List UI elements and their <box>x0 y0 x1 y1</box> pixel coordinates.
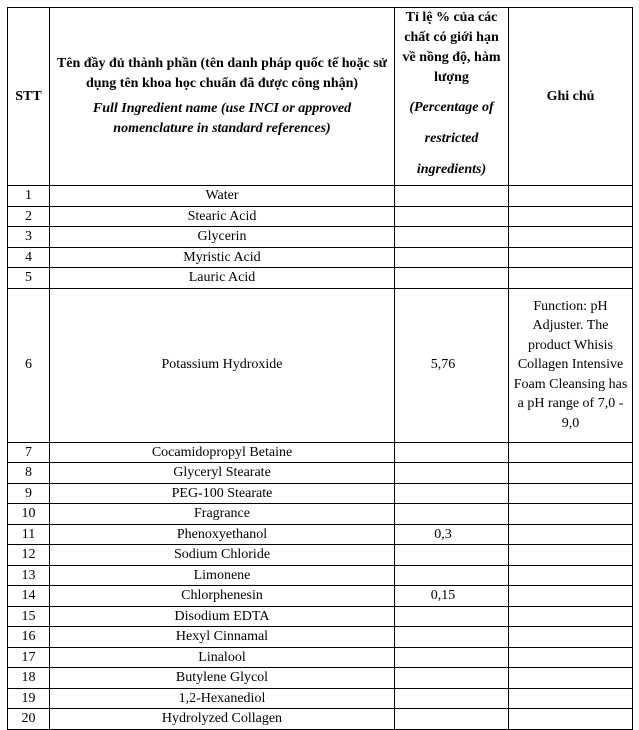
row-note <box>509 688 633 709</box>
row-stt: 8 <box>8 463 50 484</box>
row-stt: 20 <box>8 709 50 730</box>
row-note <box>509 586 633 607</box>
row-stt: 9 <box>8 483 50 504</box>
row-percentage <box>395 442 509 463</box>
row-ingredient-name: Lauric Acid <box>50 268 395 289</box>
row-stt: 10 <box>8 504 50 525</box>
row-ingredient-name: Limonene <box>50 565 395 586</box>
table-row <box>8 483 633 504</box>
row-ingredient-name: Hydrolyzed Collagen <box>50 709 395 730</box>
table-row <box>8 545 633 566</box>
table-row <box>8 565 633 586</box>
row-stt: 4 <box>8 247 50 268</box>
row-percentage <box>395 627 509 648</box>
row-ingredient-name: Chlorphenesin <box>50 586 395 607</box>
row-ingredient-name: Butylene Glycol <box>50 668 395 689</box>
row-stt: 11 <box>8 524 50 545</box>
row-stt: 6 <box>8 288 50 442</box>
row-note: Function: pH Adjuster. The product Whisis Collagen Intensive Foam Cleansing has a pH range of 7,0 - 9,0 <box>509 288 633 442</box>
row-stt: 17 <box>8 647 50 668</box>
row-percentage <box>395 268 509 289</box>
row-note <box>509 483 633 504</box>
row-note <box>509 442 633 463</box>
table-row <box>8 586 633 607</box>
row-percentage <box>395 545 509 566</box>
row-percentage <box>395 463 509 484</box>
row-note <box>509 247 633 268</box>
header-ingredient <box>50 8 395 186</box>
row-note <box>509 524 633 545</box>
row-ingredient-name: 1,2-Hexanediol <box>50 688 395 709</box>
row-stt: 3 <box>8 227 50 248</box>
row-stt: 5 <box>8 268 50 289</box>
row-ingredient-name: Fragrance <box>50 504 395 525</box>
table-row <box>8 606 633 627</box>
table-row <box>8 442 633 463</box>
table-row <box>8 647 633 668</box>
table-row <box>8 504 633 525</box>
row-note <box>509 668 633 689</box>
row-ingredient-name: Potassium Hydroxide <box>50 288 395 442</box>
header-percentage-en: (Percentage of restricted ingredients) <box>409 100 494 177</box>
table-row <box>8 206 633 227</box>
row-stt: 7 <box>8 442 50 463</box>
row-ingredient-name: Linalool <box>50 647 395 668</box>
row-stt: 12 <box>8 545 50 566</box>
header-row <box>8 8 633 186</box>
row-note <box>509 227 633 248</box>
row-ingredient-name: Sodium Chloride <box>50 545 395 566</box>
header-stt: STT <box>8 8 50 186</box>
header-ingredient-vn: Tên đầy đủ thành phần (tên danh pháp quốc tế hoặc sử dụng tên khoa học chuẩn đã được công nhận) <box>56 56 388 91</box>
row-percentage: 5,76 <box>395 288 509 442</box>
row-percentage <box>395 483 509 504</box>
table-row <box>8 463 633 484</box>
row-percentage <box>395 606 509 627</box>
ingredient-table <box>7 7 633 730</box>
row-note <box>509 545 633 566</box>
row-percentage <box>395 668 509 689</box>
table-row <box>8 288 633 442</box>
row-stt: 13 <box>8 565 50 586</box>
row-note <box>509 565 633 586</box>
header-percentage-vn: Tỉ lệ % của các chất có giới hạn về nồng độ, hàm lượng <box>402 10 501 85</box>
row-percentage <box>395 247 509 268</box>
row-stt: 15 <box>8 606 50 627</box>
row-note <box>509 627 633 648</box>
row-ingredient-name: Glyceryl Stearate <box>50 463 395 484</box>
table-row <box>8 268 633 289</box>
table-row <box>8 186 633 207</box>
row-ingredient-name: Phenoxyethanol <box>50 524 395 545</box>
table-row <box>8 668 633 689</box>
row-note <box>509 186 633 207</box>
row-percentage <box>395 206 509 227</box>
row-ingredient-name: Cocamidopropyl Betaine <box>50 442 395 463</box>
row-note <box>509 647 633 668</box>
table-row <box>8 688 633 709</box>
table-row <box>8 627 633 648</box>
row-percentage <box>395 186 509 207</box>
row-stt: 19 <box>8 688 50 709</box>
row-note <box>509 206 633 227</box>
row-note <box>509 463 633 484</box>
row-ingredient-name: Disodium EDTA <box>50 606 395 627</box>
row-note <box>509 268 633 289</box>
row-ingredient-name: PEG-100 Stearate <box>50 483 395 504</box>
row-ingredient-name: Stearic Acid <box>50 206 395 227</box>
header-ingredient-en: Full Ingredient name (use INCI or approved nomenclature in standard references) <box>92 101 352 136</box>
row-percentage <box>395 227 509 248</box>
table-row <box>8 524 633 545</box>
row-stt: 2 <box>8 206 50 227</box>
row-ingredient-name: Myristic Acid <box>50 247 395 268</box>
ingredient-rows <box>8 186 633 730</box>
row-stt: 1 <box>8 186 50 207</box>
row-ingredient-name: Water <box>50 186 395 207</box>
header-percentage <box>395 8 509 186</box>
row-stt: 14 <box>8 586 50 607</box>
header-note: Ghi chú <box>509 8 633 186</box>
row-percentage <box>395 647 509 668</box>
row-percentage <box>395 565 509 586</box>
row-percentage <box>395 688 509 709</box>
row-stt: 18 <box>8 668 50 689</box>
row-note <box>509 606 633 627</box>
row-percentage: 0,15 <box>395 586 509 607</box>
row-percentage: 0,3 <box>395 524 509 545</box>
row-ingredient-name: Glycerin <box>50 227 395 248</box>
row-percentage <box>395 504 509 525</box>
table-row <box>8 227 633 248</box>
row-note <box>509 504 633 525</box>
table-row <box>8 247 633 268</box>
row-ingredient-name: Hexyl Cinnamal <box>50 627 395 648</box>
row-stt: 16 <box>8 627 50 648</box>
